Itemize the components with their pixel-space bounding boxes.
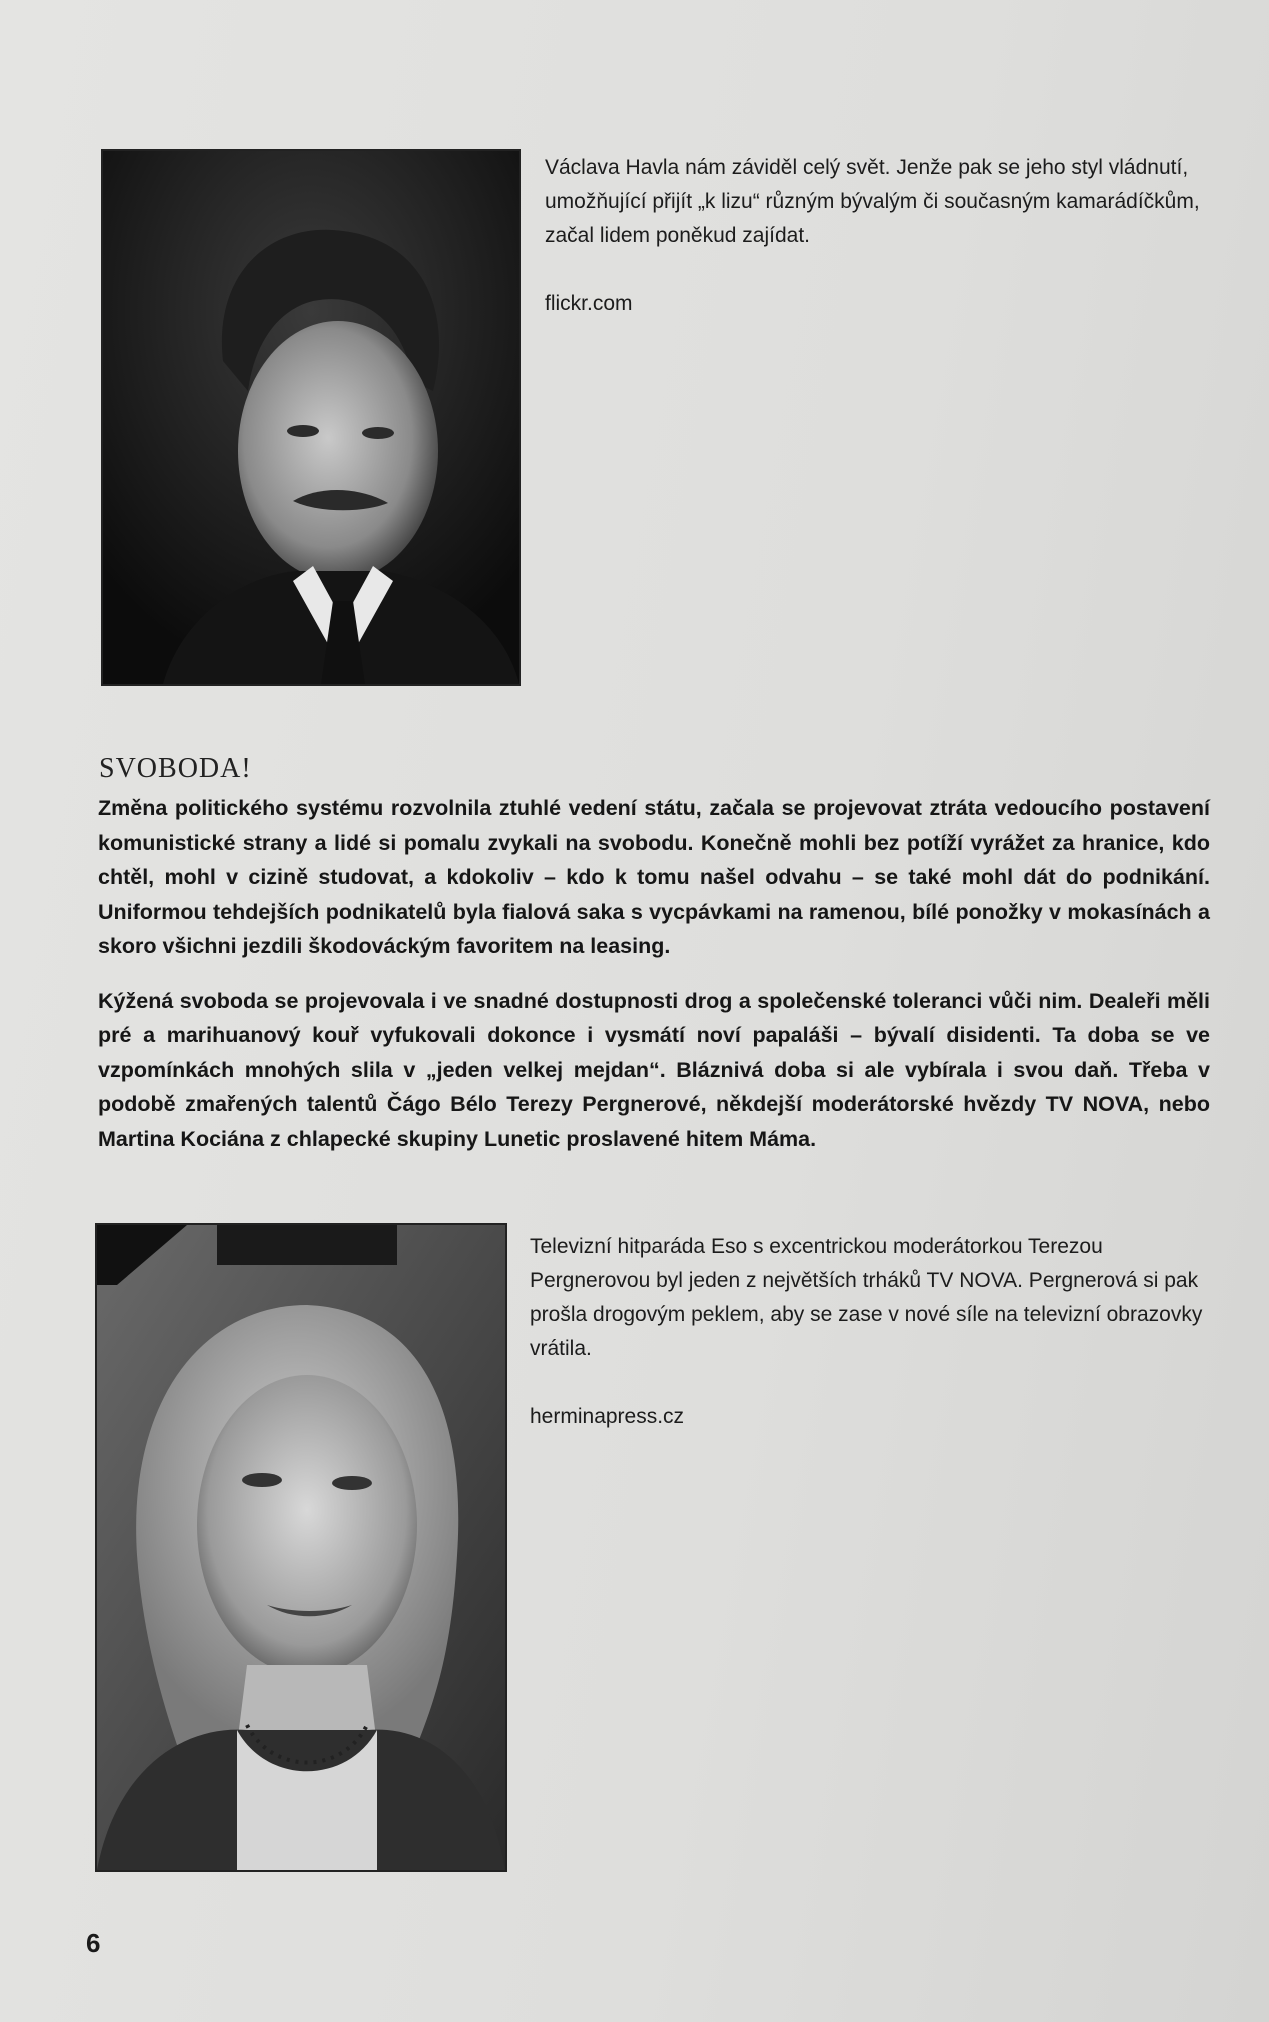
section-heading: SVOBODA!: [99, 753, 252, 784]
photo-caption-2: [530, 1230, 1220, 1434]
caption-text: Václava Havla nám záviděl celý svět. Jenže pak se jeho styl vládnutí, umožňující přijít „k lizu“ různým bývalým či současným kamarádíčkům, začal lidem poněkud zajídat.: [545, 156, 1200, 247]
paragraph: Kýžená svoboda se projevovala i ve snadné dostupnosti drog a společenské toleranci vůči nim. Dealeři měli pré a marihuanový kouř vyfukovali dokonce i vysmátí noví papaláši – bývalí disidenti. Ta doba se ve vzpomínkách mnohých slila v „jeden velkej mejdan“. Bláznivá doba si ale vybírala i svou daň. Třeba v podobě zmařených talentů Čágo Bélo Terezy Pergnerové, někdejší moderátorské hvězdy TV NOVA, nebo Martina Kociána z chlapecké skupiny Lunetic proslavené hitem Máma.: [98, 988, 1210, 1151]
paragraph: Změna politického systému rozvolnila ztuhlé vedení státu, začala se projevovat ztráta vedoucího postavení komunistické strany a lidé si pomalu zvykali na svobodu. Konečně mohli bez potíží vyrážet za hranice, kdo chtěl, mohl v cizině studovat, a kdokoliv – kdo k tomu našel odvahu – se také mohl dát do podnikání. Uniformou tehdejších podnikatelů byla fialová saka s vycpávkami na ramenou, bílé ponožky v mokasínách a skoro všichni jezdili škodováckým favoritem na leasing.: [98, 796, 1210, 958]
photo-caption-1: [545, 151, 1215, 321]
portrait-photo-man: [101, 149, 521, 686]
portrait-photo-woman: [95, 1223, 507, 1872]
portrait-man-image: [103, 151, 519, 684]
photo-credit: herminapress.cz: [530, 1405, 685, 1428]
body-text: [98, 791, 1210, 1176]
page-number: 6: [86, 1928, 101, 1958]
caption-text: Televizní hitparáda Eso s excentrickou moderátorkou Terezou Pergnerovou byl jeden z největších trháků TV NOVA. Pergnerová si pak prošla drogovým peklem, aby se zase v nové síle na televizní obrazovky vrátila.: [530, 1235, 1203, 1360]
portrait-woman-image: [97, 1225, 505, 1870]
photo-credit: flickr.com: [545, 292, 633, 315]
